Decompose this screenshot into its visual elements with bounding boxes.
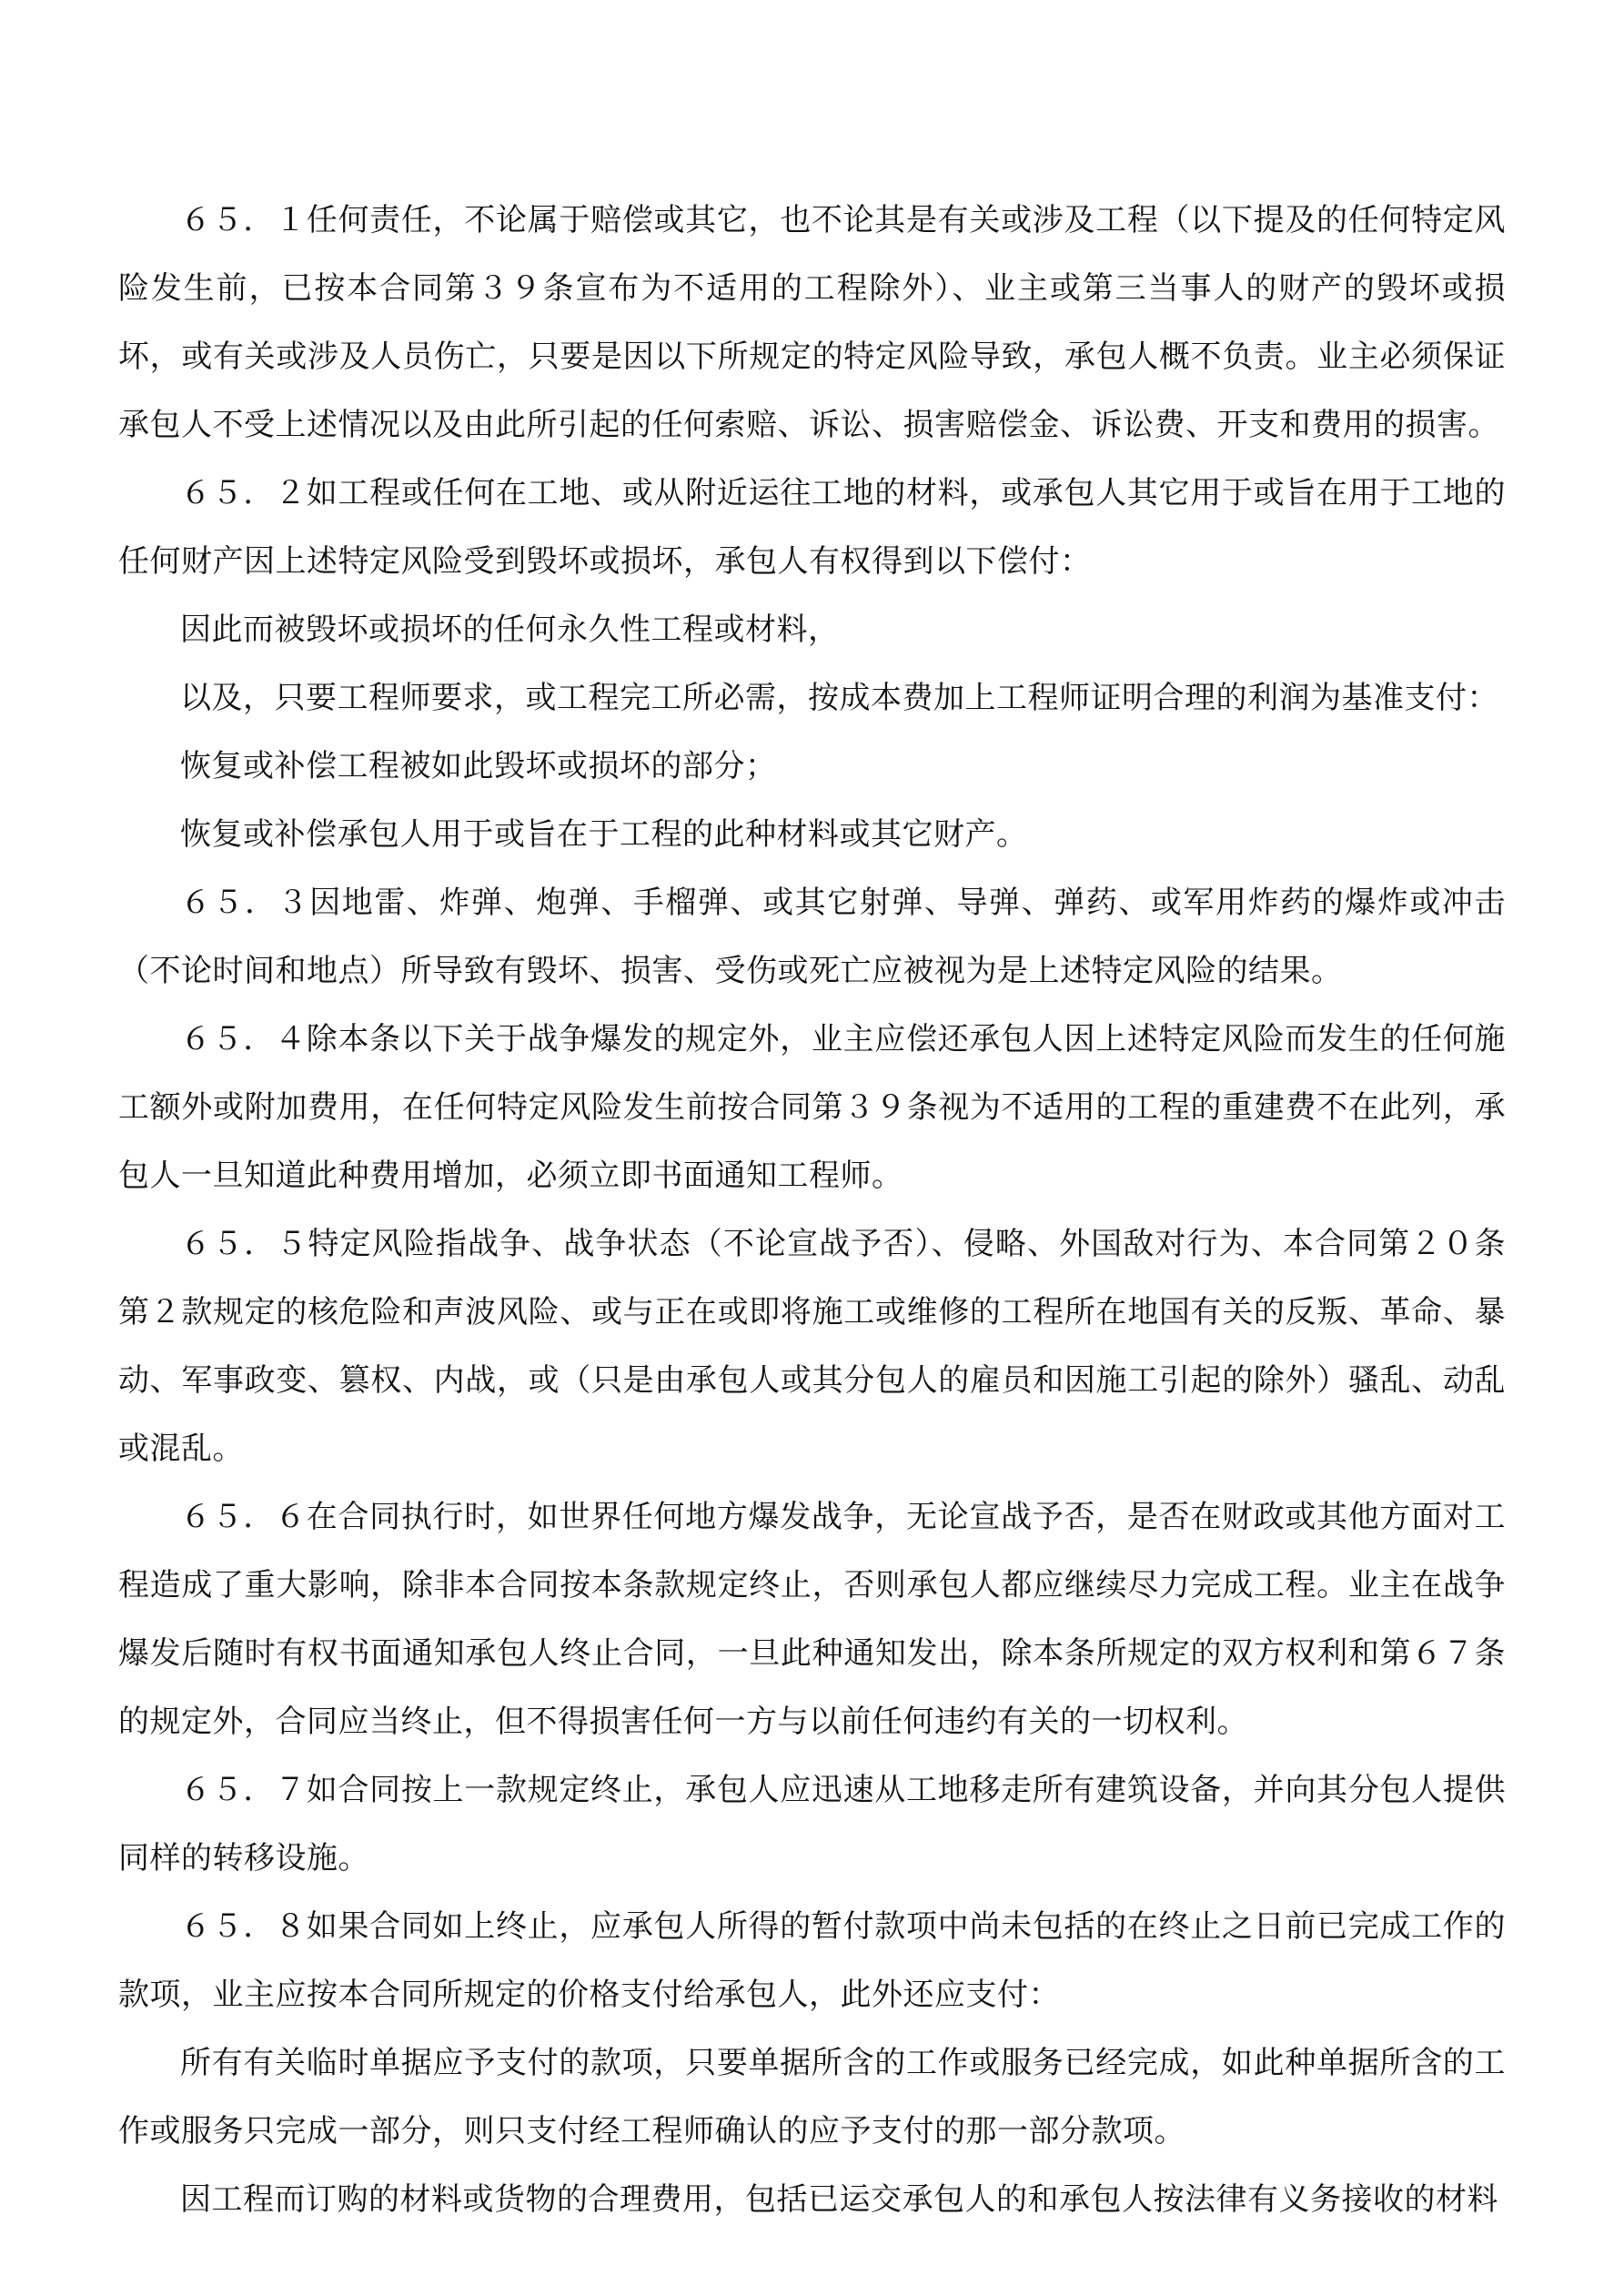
paragraph-65-2-item-2: 以及，只要工程师要求，或工程完工所必需，按成本费加上工程师证明合理的利润为基准支付： (180, 682, 1498, 715)
paragraph-65-8: ６５．８如果合同如上终止，应承包人所得的暂付款项中尚未包括的在终止之日前已完成工作的款项，业主应按本合同所规定的价格支付给承包人，此外还应支付： (118, 1910, 1506, 2012)
paragraph-65-2-item-3: 恢复或补偿工程被如此毁坏或损坏的部分； (180, 750, 777, 784)
paragraph-65-4: ６５．４除本条以下关于战争爆发的规定外，业主应偿还承包人因上述特定风险而发生的任何施工额外或附加费用，在任何特定风险发生前按合同第３９条视为不适用的工程的重建费不在此列，承包人一旦知道此种费用增加，必须立即书面通知工程师。 (118, 1023, 1506, 1193)
paragraph-65-2: ６５．２如工程或任何在工地、或从附近运往工地的材料，或承包人其它用于或旨在用于工地的任何财产因上述特定风险受到毁坏或损坏，承包人有权得到以下偿付： (118, 477, 1506, 579)
paragraph-65-6: ６５．６在合同执行时，如世界任何地方爆发战争，无论宣战予否，是否在财政或其他方面对工程造成了重大影响，除非本合同按本条款规定终止，否则承包人都应继续尽力完成工程。业主在战争爆发后随时有权书面通知承包人终止合同，一旦此种通知发出，除本条所规定的双方权利和第６７条的规定外，合同应当终止，但不得损害任何一方与以前任何违约有关的一切权利。 (118, 1501, 1506, 1739)
paragraph-65-5: ６５．５特定风险指战争、战争状态（不论宣战予否）、侵略、外国敌对行为、本合同第２０条第２款规定的核危险和声波风险、或与正在或即将施工或维修的工程所在地国有关的反叛、革命、暴动、军事政变、篡权、内战，或（只是由承包人或其分包人的雇员和因施工引起的除外）骚乱、动乱或混乱。 (118, 1228, 1506, 1466)
paragraph-65-3: ６５．３因地雷、炸弹、炮弹、手榴弹、或其它射弹、导弹、弹药、或军用炸药的爆炸或冲击（不论时间和地点）所导致有毁坏、损害、受伤或死亡应被视为是上述特定风险的结果。 (118, 886, 1506, 988)
paragraph-65-2-item-4: 恢复或补偿承包人用于或旨在于工程的此种材料或其它财产。 (180, 818, 1028, 852)
paragraph-65-1: ６５．１任何责任，不论属于赔偿或其它，也不论其是有关或涉及工程（以下提及的任何特定风险发生前，已按本合同第３９条宣布为不适用的工程除外）、业主或第三当事人的财产的毁坏或损坏，或有关或涉及人员伤亡，只要是因以下所规定的特定风险导致，承包人概不负责。业主必须保证承包人不受上述情况以及由此所引起的任何索赔、诉讼、损害赔偿金、诉讼费、开支和费用的损害。 (118, 204, 1506, 442)
paragraph-65-7: ６５．７如合同按上一款规定终止，承包人应迅速从工地移走所有建筑设备，并向其分包人提供同样的转移设施。 (118, 1774, 1506, 1876)
paragraph-65-8-item-1: 所有有关临时单据应予支付的款项，只要单据所含的工作或服务已经完成，如此种单据所含的工作或服务只完成一部分，则只支付经工程师确认的应予支付的那一部分款项。 (118, 2047, 1506, 2149)
paragraph-65-8-item-2: 因工程而订购的材料或货物的合理费用，包括已运交承包人的和承包人按法律有义务接收的材料 (180, 2183, 1498, 2217)
paragraph-65-2-item-1: 因此而被毁坏或损坏的任何永久性工程或材料， (180, 613, 840, 647)
